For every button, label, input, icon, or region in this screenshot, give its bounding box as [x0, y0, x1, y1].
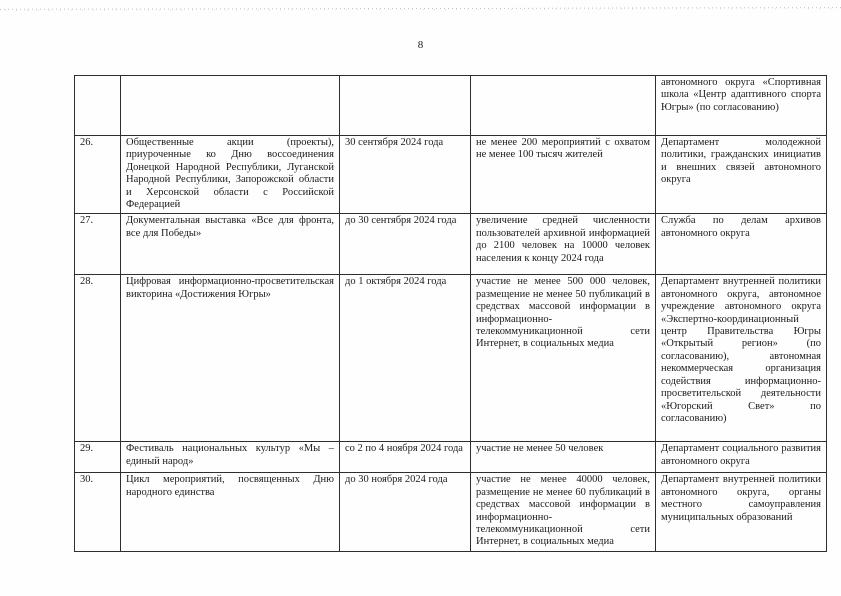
cell-expected-result: участие не менее 50 человек: [471, 442, 656, 473]
cell-row-number: 29.: [75, 442, 121, 473]
cell-responsible: Департамент молодежной политики, гражданских инициатив и внешних связей автономного округа: [656, 136, 827, 214]
cell-row-number: [75, 76, 121, 136]
cell-row-number: 26.: [75, 136, 121, 214]
events-table-body: [75, 76, 827, 552]
cell-expected-result: участие не менее 500 000 человек, размещение не менее 50 публикаций в средствах массовой информации в информационно-телекоммуникационной сети Интернет, в социальных медиа: [471, 275, 656, 442]
table-row: [75, 136, 827, 214]
cell-responsible: Служба по делам архивов автономного округа: [656, 214, 827, 275]
cell-event-name: [121, 76, 340, 136]
cell-row-number: 27.: [75, 214, 121, 275]
cell-responsible: Департамент внутренней политики автономного округа, автономное учреждение автономного округа «Экспертно-координационный центр Правительства Югры «Открытый регион» (по согласованию), автономная некоммерческая организация содействия информационно-просветительской деятельности «Югорский Свет» по согласованию): [656, 275, 827, 442]
cell-expected-result: не менее 200 мероприятий с охватом не менее 100 тысяч жителей: [471, 136, 656, 214]
cell-event-date: до 30 сентября 2024 года: [340, 214, 471, 275]
cell-event-name: Цикл мероприятий, посвященных Дню народного единства: [121, 473, 340, 551]
cell-event-name: Документальная выставка «Все для фронта, все для Победы»: [121, 214, 340, 275]
table-row: [75, 473, 827, 551]
cell-event-date: 30 сентября 2024 года: [340, 136, 471, 214]
table-row: [75, 214, 827, 275]
table-row: [75, 275, 827, 442]
cell-responsible: Департамент социального развития автономного округа: [656, 442, 827, 473]
cell-row-number: 28.: [75, 275, 121, 442]
cell-row-number: 30.: [75, 473, 121, 551]
cell-event-date: со 2 по 4 ноября 2024 года: [340, 442, 471, 473]
cell-event-date: до 30 ноября 2024 года: [340, 473, 471, 551]
cell-responsible: Департамент внутренней политики автономного округа, органы местного самоуправления муниципальных образований: [656, 473, 827, 551]
scan-noise-line: [0, 6, 841, 12]
page-number: 8: [417, 39, 424, 51]
table-row: [75, 442, 827, 473]
cell-event-date: до 1 октября 2024 года: [340, 275, 471, 442]
cell-expected-result: [471, 76, 656, 136]
cell-expected-result: участие не менее 40000 человек, размещение не менее 60 публикаций в средствах массовой информации в информационно-телекоммуникационной сети Интернет, в социальных медиа: [471, 473, 656, 551]
cell-expected-result: увеличение средней численности пользователей архивной информацией до 2100 человек на 10000 человек населения к концу 2024 года: [471, 214, 656, 275]
cell-responsible: автономного округа «Спортивная школа «Центр адаптивного спорта Югры» (по согласованию): [656, 76, 827, 136]
events-table: [74, 75, 827, 552]
cell-event-date: [340, 76, 471, 136]
cell-event-name: Общественные акции (проекты), приуроченные ко Дню воссоединения Донецкой Народной Республики, Луганской Народной Республики, Запорожской области и Херсонской области с Российской Федерацией: [121, 136, 340, 214]
table-row: [75, 76, 827, 136]
cell-event-name: Цифровая информационно-просветительская викторина «Достижения Югры»: [121, 275, 340, 442]
cell-event-name: Фестиваль национальных культур «Мы – единый народ»: [121, 442, 340, 473]
